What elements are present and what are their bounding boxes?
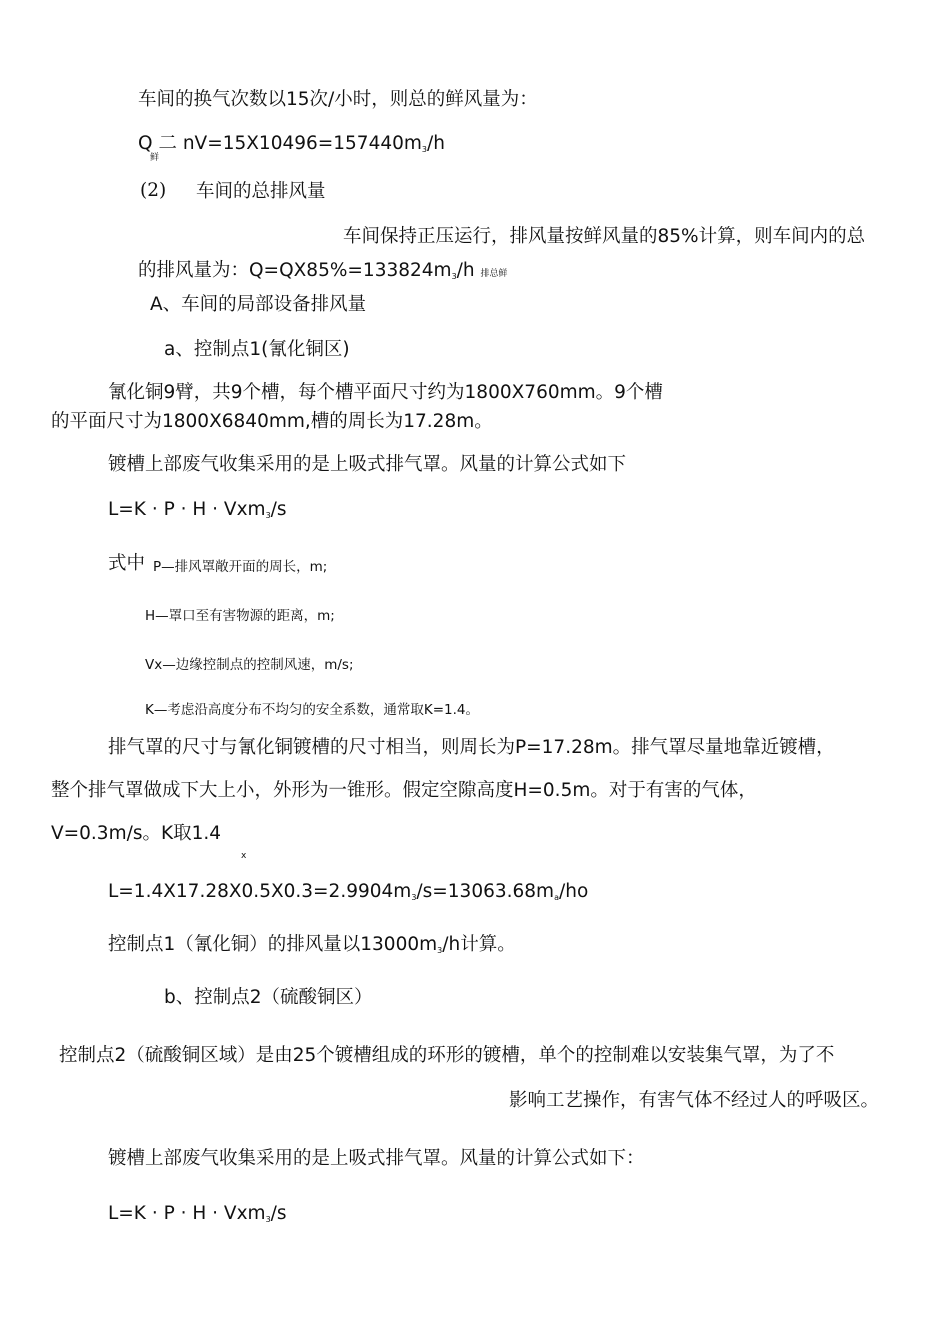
- legend-vx: Vx—边缘控制点的控制风速，m/s;: [145, 657, 354, 673]
- para-positive-pressure: 车间保持正压运行，排风量按鲜风量的85%计算，则车间内的总: [343, 226, 866, 247]
- para-tank-perimeter: 的平面尺寸为1800X6840mm,槽的周长为17.28m。: [51, 411, 493, 432]
- formula-legend-label: 式中: [108, 553, 146, 574]
- section-heading-total-exhaust: 车间的总排风量: [196, 181, 326, 202]
- para-hood-shape: 整个排气罩做成下大上小，外形为一锥形。假定空隙高度H=0.5m。对于有害的气体，: [51, 780, 757, 801]
- para-upper-suction-hood-2: 镀槽上部废气收集采用的是上吸式排气罩。风量的计算公式如下：: [108, 1148, 645, 1169]
- formula-fresh-air: Q 二 nV=15X10496=157440m3/h: [138, 133, 445, 154]
- para-air-change-rate: 车间的换气次数以15次/小时，则总的鲜风量为：: [138, 89, 538, 110]
- legend-k: K—考虑沿高度分布不均匀的安全系数，通常取K=1.4。: [145, 702, 479, 718]
- section-number-2: (2): [140, 180, 167, 201]
- formula-subscript-fresh: 鲜: [150, 153, 160, 163]
- heading-local-exhaust: A、车间的局部设备排风量: [150, 294, 367, 315]
- para-control-point-1-result: 控制点1（氰化铜）的排风量以13000m3/h计算。: [108, 934, 516, 955]
- para-upper-suction-hood: 镀槽上部废气收集采用的是上吸式排气罩。风量的计算公式如下: [108, 454, 627, 475]
- legend-p: P—排风罩敞开面的周长，m;: [153, 559, 328, 575]
- formula-calculation-1: L=1.4X17.28X0.5X0.3=2.9904m3/s=13063.68ma/ho: [108, 881, 589, 902]
- velocity-subscript-x: x: [241, 851, 247, 861]
- heading-control-point-2: b、控制点2（硫酸铜区）: [164, 987, 373, 1008]
- legend-h: H—罩口至有害物源的距离，m;: [145, 608, 335, 624]
- para-control-velocity: V=0.3m/s。K取1.4: [51, 823, 222, 844]
- formula-total-exhaust: 的排风量为：Q=QX85%=133824m3/h 排总鲜: [138, 260, 508, 281]
- formula-airflow-2: L=K · P · H · Vxm3/s: [108, 1203, 287, 1224]
- para-hood-size: 排气罩的尺寸与氰化铜镀槽的尺寸相当，则周长为P=17.28m。排气罩尽量地靠近镀槽，: [108, 737, 835, 758]
- heading-control-point-1: a、控制点1(氰化铜区): [164, 339, 350, 360]
- formula-airflow: L=K · P · H · Vxm3/s: [108, 499, 287, 520]
- para-copper-cyanide-tanks: 氰化铜9臂，共9个槽，每个槽平面尺寸约为1800X760mm。9个槽: [108, 382, 663, 403]
- para-copper-sulfate-tanks: 控制点2（硫酸铜区域）是由25个镀槽组成的环形的镀槽，单个的控制难以安装集气罩，为了不: [59, 1045, 835, 1066]
- para-breathing-zone: 影响工艺操作，有害气体不经过人的呼吸区。: [509, 1090, 880, 1111]
